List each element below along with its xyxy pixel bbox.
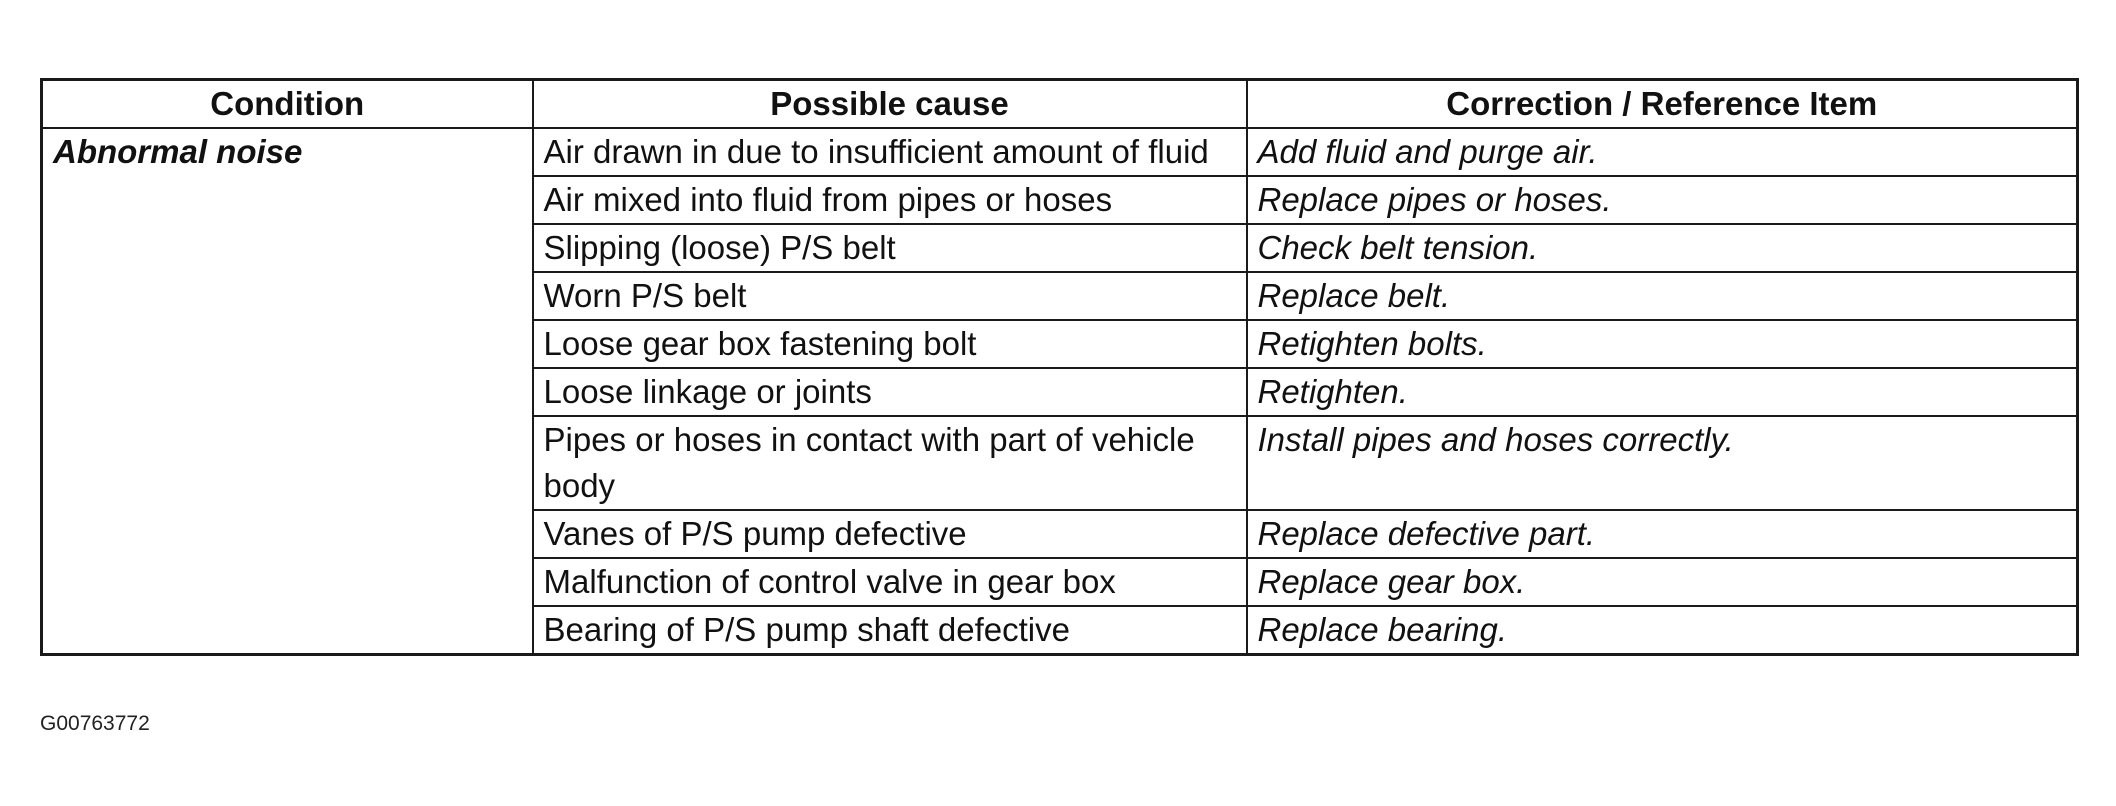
cause-cell: Worn P/S belt bbox=[533, 272, 1247, 320]
condition-cell: Abnormal noise bbox=[42, 128, 533, 655]
cause-cell: Malfunction of control valve in gear box bbox=[533, 558, 1247, 606]
header-correction: Correction / Reference Item bbox=[1247, 80, 2078, 129]
correction-cell: Retighten bolts. bbox=[1247, 320, 2078, 368]
table-row bbox=[42, 128, 2078, 176]
cause-cell: Vanes of P/S pump defective bbox=[533, 510, 1247, 558]
cause-cell: Air mixed into fluid from pipes or hoses bbox=[533, 176, 1247, 224]
troubleshooting-table-container bbox=[40, 78, 2076, 656]
correction-cell: Replace pipes or hoses. bbox=[1247, 176, 2078, 224]
cause-cell: Slipping (loose) P/S belt bbox=[533, 224, 1247, 272]
header-condition: Condition bbox=[42, 80, 533, 129]
header-possible-cause: Possible cause bbox=[533, 80, 1247, 129]
cause-cell: Loose linkage or joints bbox=[533, 368, 1247, 416]
troubleshooting-table bbox=[40, 78, 2079, 656]
cause-cell: Pipes or hoses in contact with part of vehicle body bbox=[533, 416, 1247, 510]
correction-cell: Install pipes and hoses correctly. bbox=[1247, 416, 2078, 510]
correction-cell: Check belt tension. bbox=[1247, 224, 2078, 272]
correction-cell: Add fluid and purge air. bbox=[1247, 128, 2078, 176]
cause-cell: Bearing of P/S pump shaft defective bbox=[533, 606, 1247, 655]
cause-cell: Air drawn in due to insufficient amount of fluid bbox=[533, 128, 1247, 176]
figure-id: G00763772 bbox=[40, 712, 150, 735]
correction-cell: Replace belt. bbox=[1247, 272, 2078, 320]
correction-cell: Replace defective part. bbox=[1247, 510, 2078, 558]
correction-cell: Replace bearing. bbox=[1247, 606, 2078, 655]
table-header-row bbox=[42, 80, 2078, 129]
correction-cell: Replace gear box. bbox=[1247, 558, 2078, 606]
cause-cell: Loose gear box fastening bolt bbox=[533, 320, 1247, 368]
correction-cell: Retighten. bbox=[1247, 368, 2078, 416]
